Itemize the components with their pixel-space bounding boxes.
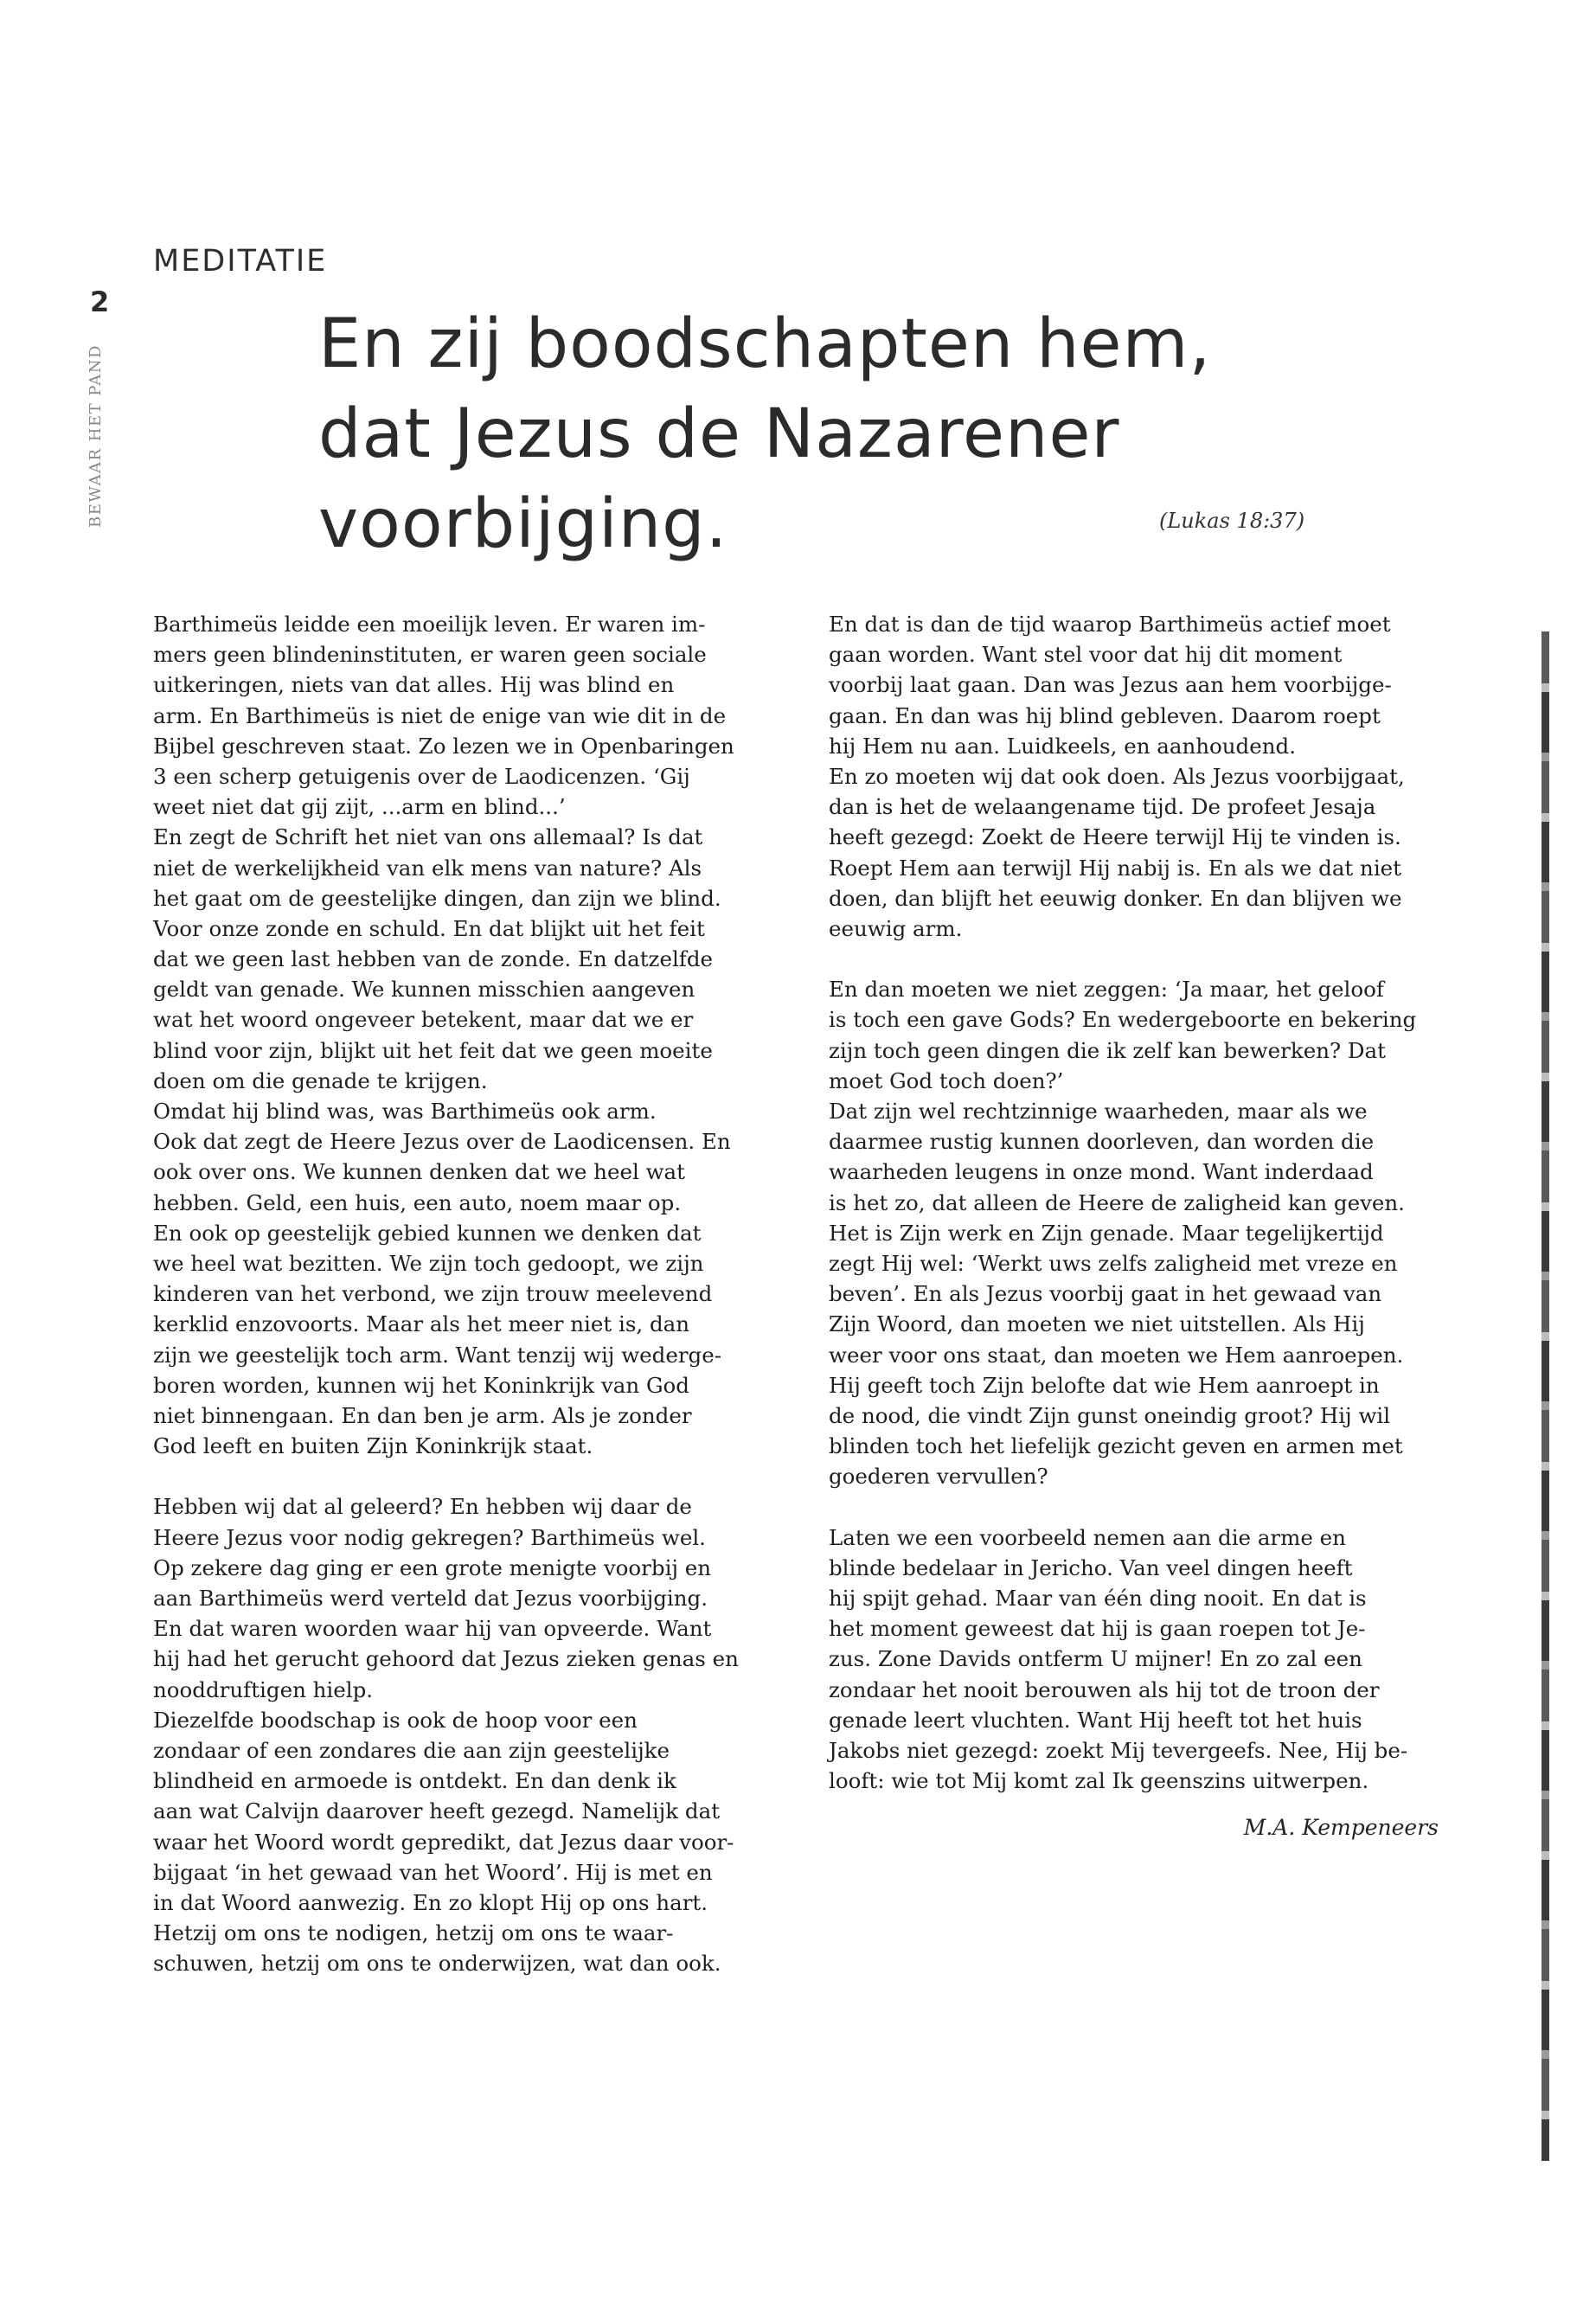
text-line: God leeft en buiten Zijn Koninkrijk staat. xyxy=(153,1433,593,1459)
bible-reference: (Lukas 18:37) xyxy=(1159,509,1305,533)
text-line: Voor onze zonde en schuld. En dat blijkt uit het feit xyxy=(153,915,705,941)
text-line: zijn toch geen dingen die ik zelf kan bewerken? Dat xyxy=(829,1037,1386,1063)
text-line: mers geen blindeninstituten, er waren geen sociale xyxy=(153,642,707,668)
text-line: blind voor zijn, blijkt uit het feit dat we geen moeite xyxy=(153,1037,713,1063)
text-line: gaan worden. Want stel voor dat hij dit moment xyxy=(829,642,1343,668)
page-edge-strip xyxy=(1542,631,1549,2161)
text-line: is het zo, dat alleen de Heere de zaligheid kan geven. xyxy=(829,1189,1405,1215)
text-line: doen om die genade te krijgen. xyxy=(153,1067,488,1093)
text-line: het moment geweest dat hij is gaan roepen tot Je- xyxy=(829,1616,1366,1642)
text-line: hij Hem nu aan. Luidkeels, en aanhoudend. xyxy=(829,733,1296,759)
page-number: 2 xyxy=(90,285,110,318)
title-line: voorbijging. xyxy=(318,485,728,563)
text-line: beven’. En als Jezus voorbij gaat in het gewaad van xyxy=(829,1281,1382,1307)
text-line: uitkeringen, niets van dat alles. Hij was blind en xyxy=(153,672,675,698)
text-line: heeft gezegd: Zoekt de Heere terwijl Hij te vinden is. xyxy=(829,824,1401,850)
text-line: zijn we geestelijk toch arm. Want tenzij wij wederge- xyxy=(153,1342,722,1368)
text-line: ook over ons. We kunnen denken dat we heel wat xyxy=(153,1159,686,1185)
text-line: aan wat Calvijn daarover heeft gezegd. Namelijk dat xyxy=(153,1798,721,1824)
left-column xyxy=(153,609,776,1978)
text-line: 3 een scherp getuigenis over de Laodicenzen. ‘Gij xyxy=(153,763,690,789)
text-line: niet binnengaan. En dan ben je arm. Als je zonder xyxy=(153,1402,692,1428)
title-line: En zij boodschapten hem, xyxy=(318,305,1212,383)
text-line: waar het Woord wordt gepredikt, dat Jezus daar voor- xyxy=(153,1829,734,1855)
text-line: niet de werkelijkheid van elk mens van nature? Als xyxy=(153,855,702,881)
text-line: kinderen van het verbond, we zijn trouw meelevend xyxy=(153,1281,713,1307)
text-line: looft: wie tot Mij komt zal Ik geenszins uitwerpen. xyxy=(829,1768,1369,1794)
text-line: eeuwig arm. xyxy=(829,915,963,941)
text-line: dan is het de welaangename tijd. De profeet Jesaja xyxy=(829,794,1376,820)
text-line: aan Barthimeüs werd verteld dat Jezus voorbijging. xyxy=(153,1586,708,1611)
text-line: blinde bedelaar in Jericho. Van veel dingen heeft xyxy=(829,1554,1353,1580)
text-line: hebben. Geld, een huis, een auto, noem maar op. xyxy=(153,1189,682,1215)
title-line: dat Jezus de Nazarener xyxy=(318,395,1120,473)
text-line: geldt van genade. We kunnen misschien aangeven xyxy=(153,977,695,1003)
text-line: doen, dan blijft het eeuwig donker. En dan blijven we xyxy=(829,885,1402,911)
text-line: de nood, die vindt Zijn gunst oneindig groot? Hij wil xyxy=(829,1402,1391,1428)
text-line: En zegt de Schrift het niet van ons allemaal? Is dat xyxy=(153,824,703,850)
text-line: Heere Jezus voor nodig gekregen? Barthimeüs wel. xyxy=(153,1524,706,1550)
text-line: zondaar het nooit berouwen als hij tot de troon der xyxy=(829,1676,1380,1702)
text-line: En dat is dan de tijd waarop Barthimeüs actief moet xyxy=(829,612,1391,637)
text-line: nooddruftigen hielp. xyxy=(153,1676,374,1702)
text-line: Jakobs niet gezegd: zoekt Mij tevergeefs. Nee, Hij be- xyxy=(829,1737,1408,1763)
text-line: kerklid enzovoorts. Maar als het meer niet is, dan xyxy=(153,1311,690,1337)
text-line: Op zekere dag ging er een grote menigte voorbij en xyxy=(153,1554,712,1580)
text-line: blindheid en armoede is ontdekt. En dan denk ik xyxy=(153,1768,676,1794)
text-line: Roept Hem aan terwijl Hij nabij is. En als we dat niet xyxy=(829,855,1402,881)
text-line: Zijn Woord, dan moeten we niet uitstellen. Als Hij xyxy=(829,1311,1365,1337)
text-line: weet niet dat gij zijt, ...arm en blind...’ xyxy=(153,794,566,820)
author-signature: M.A. Kempeneers xyxy=(1243,1815,1439,1840)
text-line: zegt Hij wel: ‘Werkt uws zelfs zaligheid met vreze en xyxy=(829,1250,1398,1276)
text-line: zus. Zone Davids ontferm U mijner! En zo zal een xyxy=(829,1646,1362,1672)
section-label: MEDITATIE xyxy=(153,244,328,279)
text-line: dat we geen last hebben van de zonde. En datzelfde xyxy=(153,946,714,972)
text-line: Omdat hij blind was, was Barthimeüs ook arm. xyxy=(153,1099,657,1124)
text-line: hij spijt gehad. Maar van één ding nooit. En dat is xyxy=(829,1586,1367,1611)
text-line: Ook dat zegt de Heere Jezus over de Laodicensen. En xyxy=(153,1129,731,1155)
text-line: schuwen, hetzij om ons te onderwijzen, wat dan ook. xyxy=(153,1951,721,1977)
text-line: Laten we een voorbeeld nemen aan die arme en xyxy=(829,1524,1346,1550)
article-title xyxy=(318,299,1211,569)
text-line: Hetzij om ons te nodigen, hetzij om ons te waar- xyxy=(153,1920,674,1946)
paragraph-gap xyxy=(153,1461,776,1491)
text-line: arm. En Barthimeüs is niet de enige van wie dit in de xyxy=(153,702,727,728)
text-line: Het is Zijn werk en Zijn genade. Maar tegelijkertijd xyxy=(829,1220,1384,1246)
text-line: wat het woord ongeveer betekent, maar dat we er xyxy=(153,1007,694,1033)
text-line: voorbij laat gaan. Dan was Jezus aan hem voorbijge- xyxy=(829,672,1392,698)
text-line: goederen vervullen? xyxy=(829,1464,1048,1490)
text-line: moet God toch doen?’ xyxy=(829,1067,1064,1093)
text-line: En zo moeten wij dat ook doen. Als Jezus voorbijgaat, xyxy=(829,763,1405,789)
paragraph-gap xyxy=(829,944,1452,974)
text-line: En dan moeten we niet zeggen: ‘Ja maar, het geloof xyxy=(829,977,1384,1003)
text-line: Hebben wij dat al geleerd? En hebben wij daar de xyxy=(153,1494,692,1520)
text-line: in dat Woord aanwezig. En zo klopt Hij op ons hart. xyxy=(153,1889,708,1915)
text-line: Barthimeüs leidde een moeilijk leven. Er waren im- xyxy=(153,612,706,637)
text-line: zondaar of een zondares die aan zijn geestelijke xyxy=(153,1737,670,1763)
text-line: genade leert vluchten. Want Hij heeft tot het huis xyxy=(829,1707,1362,1733)
text-line: gaan. En dan was hij blind gebleven. Daarom roept xyxy=(829,702,1381,728)
text-line: En dat waren woorden waar hij van opveerde. Want xyxy=(153,1616,712,1642)
text-line: daarmee rustig kunnen doorleven, dan worden die xyxy=(829,1129,1375,1155)
text-line: Dat zijn wel rechtzinnige waarheden, maar als we xyxy=(829,1099,1368,1124)
magazine-name-vertical: BEWAAR HET PAND xyxy=(87,344,105,528)
text-line: Diezelfde boodschap is ook de hoop voor een xyxy=(153,1707,638,1733)
text-line: weer voor ons staat, dan moeten we Hem aanroepen. xyxy=(829,1342,1404,1368)
text-line: waarheden leugens in onze mond. Want inderdaad xyxy=(829,1159,1374,1185)
text-line: het gaat om de geestelijke dingen, dan zijn we blind. xyxy=(153,885,721,911)
text-line: Hij geeft toch Zijn belofte dat wie Hem aanroept in xyxy=(829,1372,1380,1398)
text-line: Bijbel geschreven staat. Zo lezen we in Openbaringen xyxy=(153,733,734,759)
text-line: is toch een gave Gods? En wedergeboorte en bekering xyxy=(829,1007,1417,1033)
text-line: blinden toch het liefelijk gezicht geven en armen met xyxy=(829,1433,1403,1459)
text-line: hij had het gerucht gehoord dat Jezus zieken genas en xyxy=(153,1646,739,1672)
text-line: En ook op geestelijk gebied kunnen we denken dat xyxy=(153,1220,702,1246)
right-column xyxy=(829,609,1452,1796)
paragraph-gap xyxy=(829,1491,1452,1522)
text-line: we heel wat bezitten. We zijn toch gedoopt, we zijn xyxy=(153,1250,704,1276)
text-line: bijgaat ‘in het gewaad van het Woord’. Hij is met en xyxy=(153,1859,713,1885)
text-line: boren worden, kunnen wij het Koninkrijk van God xyxy=(153,1372,689,1398)
